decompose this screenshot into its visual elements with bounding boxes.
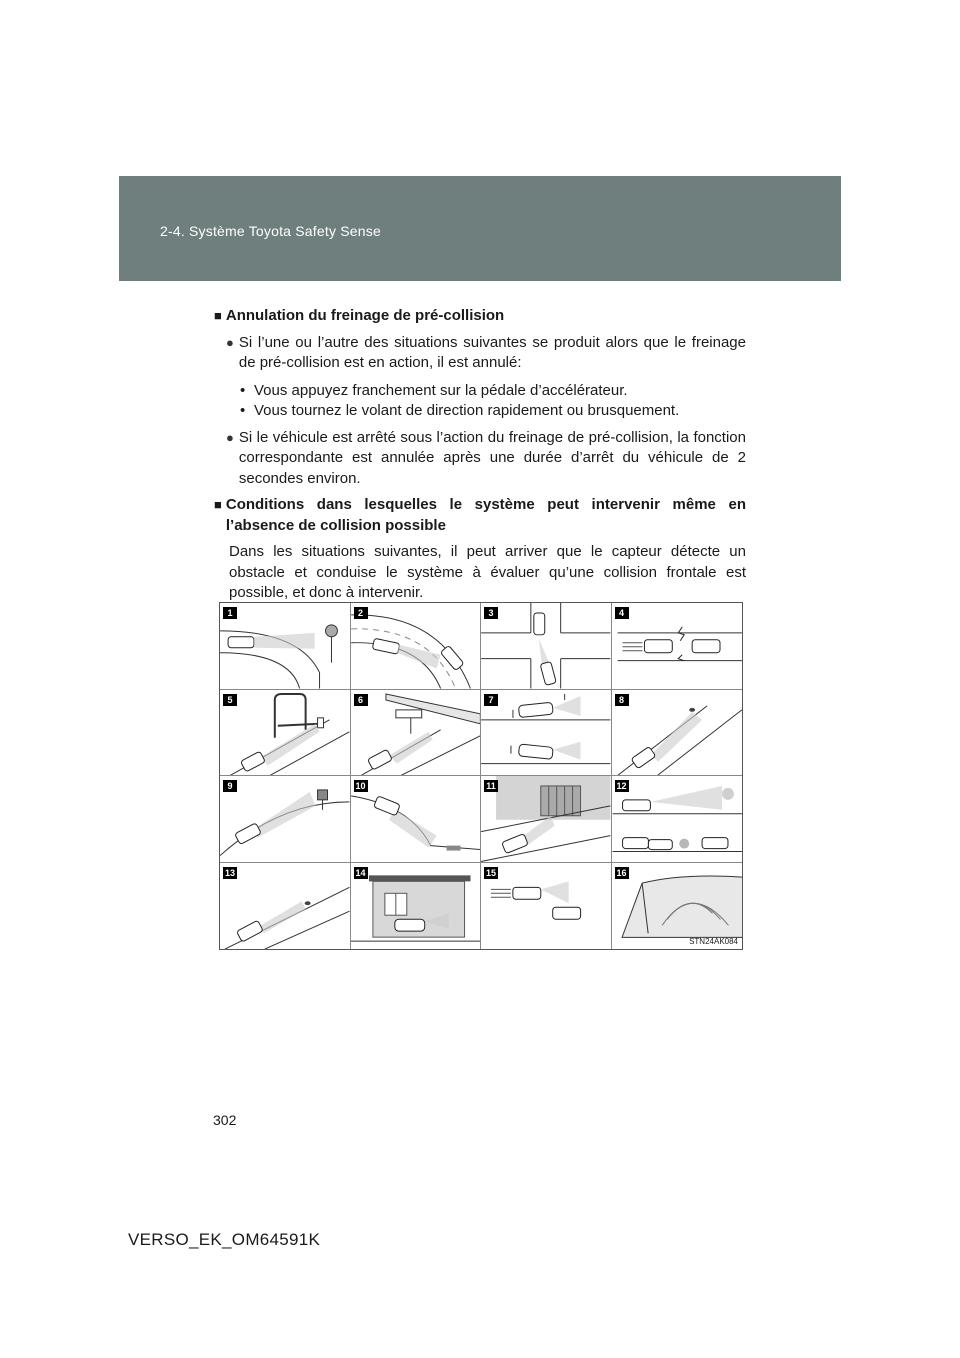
figure-label: 4 [615, 607, 629, 619]
list-item: ● Si l’une ou l’autre des situations suivantes se produit alors que le freinage de pré-collision est en action, il est annulé: [226, 333, 746, 371]
figure-label: 15 [485, 867, 496, 878]
figure-label: 12 [616, 781, 627, 791]
page-number: 302 [213, 1112, 237, 1128]
lane-change-illustration [481, 863, 611, 950]
figure-cell [220, 690, 351, 777]
list-item: ● Si le véhicule est arrêté sous l’action du freinage de pré-collision, la fonction correspondante est annulée après une durée d’arrêt du véhicule de 2 secondes environ. [226, 428, 746, 487]
header-band [119, 176, 841, 281]
gate-illustration [220, 690, 350, 776]
road-debris-illustration [220, 863, 350, 950]
conditions-paragraph: Dans les situations suivantes, il peut arriver que le capteur détecte un obstacle et conduise le système à évaluer qu’une collision frontale est possible, et donc à intervenir. [229, 543, 746, 601]
road-object-illustration [612, 690, 743, 776]
figure-cell [220, 603, 351, 690]
figure-cell [481, 603, 612, 690]
figure-cell [220, 863, 351, 950]
figure-code: STN24AK084 [689, 937, 738, 946]
figure-label: 14 [355, 867, 366, 878]
uphill-sign-illustration [220, 776, 350, 862]
circle-icon: ● [226, 429, 234, 445]
square-icon: ■ [214, 308, 222, 323]
figure-label: 9 [223, 780, 237, 792]
figure-cell [351, 690, 482, 777]
figure-label: 7 [484, 694, 498, 706]
figure-label: 11 [484, 780, 498, 792]
figure-label: 16 [616, 867, 627, 878]
pitching-illustration [481, 690, 611, 776]
document-id: VERSO_EK_OM64591K [128, 1230, 321, 1249]
figure-cell [351, 776, 482, 863]
overhead-structure-illustration [351, 690, 481, 776]
situations-figure [219, 602, 743, 950]
section-title: 2-4. Système Toyota Safety Sense [160, 223, 381, 239]
circle-icon: ● [226, 334, 234, 350]
figure-cell [612, 776, 743, 863]
bullet-icon: • [240, 402, 246, 419]
figure-cell [612, 603, 743, 690]
downhill-illustration [351, 776, 481, 862]
figure-label: 6 [354, 694, 368, 706]
content [214, 306, 746, 604]
sub-item: • Vous tournez le volant de direction rapidement ou brusquement. [240, 401, 746, 422]
figure-cell [612, 863, 743, 950]
figure-label: 1 [223, 607, 237, 619]
figure-cell [481, 776, 612, 863]
figure-cell [481, 863, 612, 950]
figure-cell [351, 863, 482, 950]
figure-label: 5 [223, 694, 237, 706]
figure-label: 2 [354, 607, 368, 619]
figure-cell [612, 690, 743, 777]
figure-label: 3 [484, 607, 498, 619]
overtaking-illustration [612, 603, 743, 689]
tollgate-illustration [481, 776, 611, 862]
square-icon: ■ [214, 497, 222, 512]
figure-label: 10 [355, 781, 366, 791]
sub-item: • Vous appuyez franchement sur la pédale d’accélérateur. [240, 381, 746, 402]
figure-label: 8 [615, 694, 629, 706]
bullet-icon: • [240, 381, 246, 399]
curve-road-illustration [220, 603, 350, 689]
garage-illustration [351, 863, 481, 950]
heading-conditions: ■ Conditions dans lesquelles le système peut intervenir même en l’absence de collision possible [214, 496, 746, 534]
figure-cell [220, 776, 351, 863]
heading-cancellation: ■ Annulation du freinage de pré-collision [214, 307, 505, 324]
figure-cell [351, 603, 482, 690]
figure-cell [481, 690, 612, 777]
figure-label: 13 [224, 867, 235, 878]
spray-illustration [612, 776, 743, 862]
intersection-illustration [481, 603, 611, 689]
curve-oncoming-illustration [351, 603, 481, 689]
